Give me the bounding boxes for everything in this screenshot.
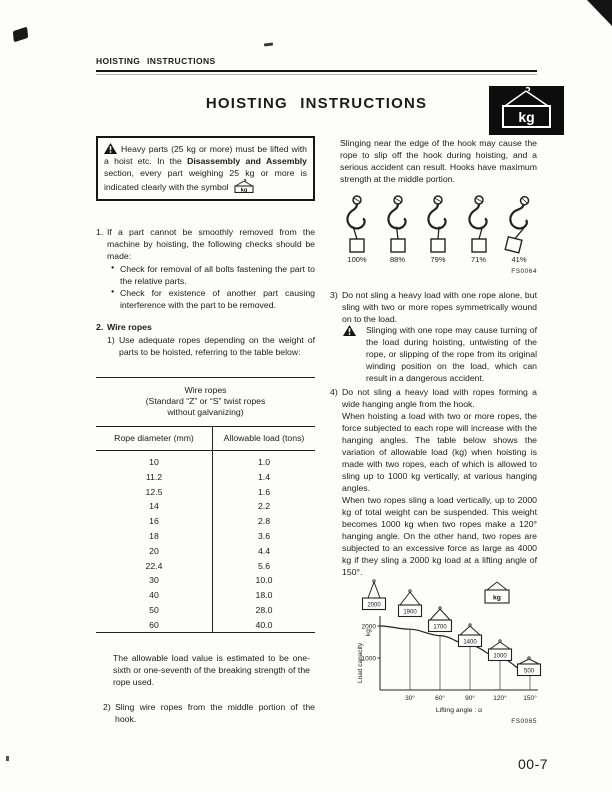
scan-artifact (13, 27, 28, 43)
list-item-3 (330, 289, 537, 325)
wire-rope-table (96, 426, 315, 634)
header-rule (96, 70, 537, 72)
paragraph: Do not sling a heavy load with ropes forming a wide hanging angle from the hook. (342, 387, 537, 409)
crane-hook-icon (379, 193, 417, 253)
table-cell: 2.2 (257, 501, 271, 512)
table-cell: 10 (96, 450, 213, 469)
table-cell: 40.0 (255, 619, 273, 630)
check-list (111, 263, 315, 311)
page-number: 00-7 (518, 756, 549, 772)
hook-figure (500, 193, 538, 264)
table-cell: 1.0 (257, 457, 271, 468)
warning-icon (104, 143, 117, 154)
load-capacity-chart (328, 578, 542, 723)
item-text: Sling wire ropes from the middle portion of the hook. (115, 702, 315, 724)
table-cell: 2.8 (257, 516, 271, 527)
paragraph: When two ropes sling a load vertically, up to 2000 kg of total weight can be suspended. This weight becomes 1000 kg when two ropes make a 120° hanging angle. On the other hand, two ropes are subjected to an excessive force as large as 4000 kg if they sling a 2000 kg load at a lifting angle of 150°. (342, 495, 537, 577)
svg-text:120°: 120° (493, 695, 507, 702)
paragraph: When hoisting a load with two or more ropes, the force subjected to each rope will increase with the hanging angles. The table below shows the variation of allowable load (kg) when hoisting is made with two ropes, each of which is allowed to sling up to 1000 kg vertically, at various hanging angles. (342, 411, 537, 493)
item-number: 3) (330, 290, 338, 300)
table-row (96, 469, 315, 484)
hook-strength-percentage: 100% (347, 255, 367, 264)
page-title: HOISTING INSTRUCTIONS (205, 95, 428, 112)
table-cell: 30 (96, 573, 213, 588)
svg-text:30°: 30° (405, 695, 415, 702)
svg-text:90°: 90° (465, 695, 475, 702)
table-cell: 5.6 (257, 560, 271, 571)
list-item: ● Check for removal of all bolts fastening the part to the relative parts. (111, 263, 315, 287)
scan-artifact (587, 0, 612, 26)
svg-text:60°: 60° (435, 695, 445, 702)
item-3-warning (330, 324, 537, 384)
table-row (96, 529, 315, 544)
hook-note-paragraph: Slinging near the edge of the hook may cause the rope to slip off the hook during hoisting, and a serious accident can result. Hooks have maximum strength at the middle portion. (340, 138, 537, 184)
sub-item-2 (103, 701, 315, 725)
svg-text:1900: 1900 (403, 609, 417, 616)
section-2-heading (96, 322, 315, 332)
svg-text:1000: 1000 (493, 653, 507, 660)
svg-text:1000: 1000 (361, 655, 376, 663)
wire-rope-table-block (96, 377, 315, 633)
table-cell: 14 (96, 499, 213, 514)
column-header: Rope diameter (mm) (96, 426, 213, 450)
chart-canvas (328, 578, 542, 718)
table-row (96, 603, 315, 618)
table-row (96, 558, 315, 573)
scan-artifact (6, 756, 9, 761)
kg-symbol-plate (489, 86, 564, 135)
rope-table-body (96, 450, 315, 633)
table-cell: 40 (96, 588, 213, 603)
crane-hook-icon (493, 189, 544, 256)
item-text: If a part cannot be smoothly removed from the machine by hoisting, the following checks should be made: (107, 227, 315, 261)
table-row (96, 588, 315, 603)
kg-symbol-mini-icon (233, 179, 255, 193)
kg-hanging-sign-icon (489, 86, 564, 135)
hook-strength-percentage: 41% (511, 255, 527, 264)
warning-icon (343, 325, 356, 336)
caption-line: without galvanizing) (167, 406, 244, 417)
section-title: Wire ropes (107, 322, 152, 332)
list-item-1 (96, 226, 315, 311)
table-row (96, 514, 315, 529)
hook-strength-percentage: 71% (470, 255, 486, 264)
table-caption (96, 377, 315, 426)
hook-strength-percentage: 88% (389, 255, 405, 264)
table-cell: 4.4 (257, 545, 271, 556)
table-cell: 20 (96, 543, 213, 558)
table-cell: 28.0 (255, 604, 273, 615)
list-item-4 (330, 386, 537, 578)
warning-text-part: section, every part weighing 25 kg or more is indicated clearly with the symbol (104, 168, 307, 192)
svg-text:kg: kg (240, 187, 247, 193)
section-number: 2. (96, 322, 104, 332)
header-row (96, 426, 315, 450)
table-cell: 60 (96, 617, 213, 632)
table-cell: 11.2 (96, 469, 213, 484)
svg-text:kg: kg (493, 594, 501, 602)
table-cell: 3.6 (257, 531, 271, 541)
scan-artifact (264, 43, 273, 46)
svg-text:1400: 1400 (463, 639, 477, 646)
item-number: 2) (103, 702, 111, 712)
svg-text:kg: kg (518, 109, 535, 125)
svg-text:Lifting angle : α: Lifting angle : α (435, 707, 483, 714)
item-number: 1. (96, 227, 104, 237)
crane-hook-icon (338, 193, 376, 253)
table-cell: 22.4 (96, 558, 213, 573)
warning-text-part: Heavy parts (25 kg or more) must be lifted with a hoist etc. In the (104, 144, 307, 166)
table-cell: 12.5 (96, 484, 213, 499)
item-number: 4) (330, 387, 338, 397)
sub-item-1 (107, 334, 315, 358)
hook-strength-percentage: 79% (430, 255, 446, 264)
caption-line: Wire ropes (184, 385, 227, 395)
svg-text:500: 500 (523, 668, 535, 675)
svg-text:150°: 150° (523, 695, 537, 702)
table-cell: 1.6 (257, 486, 271, 497)
table-row (96, 499, 315, 514)
svg-text:2000: 2000 (367, 602, 381, 609)
header-rule (96, 74, 537, 75)
item-text (330, 386, 537, 578)
item-text: Do not sling a heavy load with one rope alone, but sling with two or more ropes symmetrically wound on to the load. (342, 290, 537, 324)
list-item: ● Check for existence of another part causing interference with the part to be removed. (111, 287, 315, 311)
table-cell: 18.0 (255, 590, 273, 601)
table-cell: 10.0 (255, 575, 273, 586)
svg-text:2000: 2000 (361, 623, 376, 631)
hook-figure (338, 193, 376, 264)
item-text: Use adequate ropes depending on the weight of parts to be hoisted, referring to the table below: (119, 335, 315, 357)
figure-code: FS0064 (511, 268, 537, 275)
warning-text-bold: Disassembly and Assembly (187, 156, 307, 166)
table-cell: 1.4 (257, 471, 271, 482)
hook-figure (419, 193, 457, 264)
table-row (96, 484, 315, 499)
figure-code: FS0065 (511, 718, 537, 725)
table-row (96, 617, 315, 632)
table-row (96, 543, 315, 558)
svg-text:kg: kg (365, 629, 372, 636)
hooks-figure-row (338, 193, 538, 264)
crane-hook-icon (419, 193, 457, 253)
caption-line: (Standard “Z” or “S” twist ropes (145, 395, 266, 406)
warning-text: Slinging with one rope may cause turning of the load during hoisting, untwisting of the rope, or slipping of the rope from its original winding position on the load, which can result in a dangerous accident. (366, 325, 537, 383)
table-cell: 18 (96, 529, 213, 544)
warning-box (96, 136, 315, 201)
column-header: Allowable load (tons) (213, 426, 316, 450)
svg-text:Load capacity: Load capacity (357, 642, 364, 683)
table-row (96, 573, 315, 588)
table-note: The allowable load value is estimated to be one-sixth or one-seventh of the breaking strength of the rope used. (113, 653, 310, 687)
hook-figure (379, 193, 417, 264)
crane-hook-icon (460, 193, 498, 253)
running-header: HOISTING INSTRUCTIONS (96, 56, 216, 66)
table-cell: 50 (96, 603, 213, 618)
item-number: 1) (107, 335, 115, 345)
table-row (96, 450, 315, 469)
hook-figure (460, 193, 498, 264)
warning-text (104, 143, 307, 193)
table-cell: 16 (96, 514, 213, 529)
svg-text:1700: 1700 (433, 624, 447, 631)
